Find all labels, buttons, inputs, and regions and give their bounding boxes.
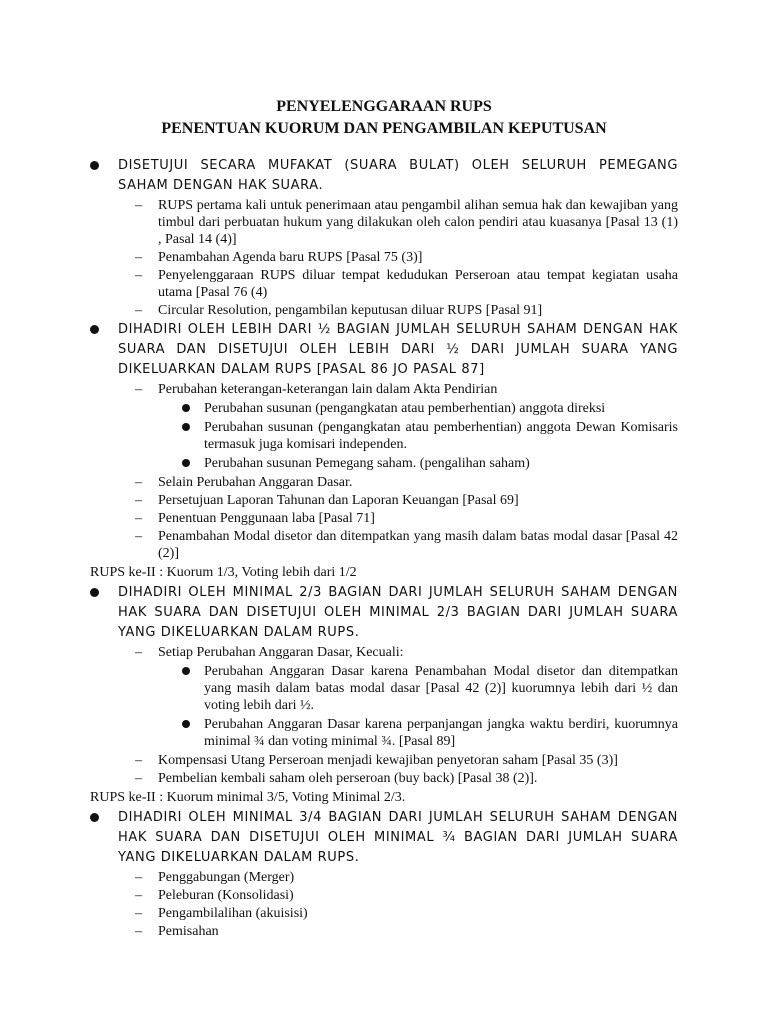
list-item: – Penyelenggaraan RUPS diluar tempat kedudukan Perseroan atau tempat kegiatan usaha utama [Pasal 76 (4) bbox=[135, 268, 678, 300]
section-two-thirds-quorum bbox=[90, 583, 678, 807]
section-half-quorum bbox=[90, 320, 678, 582]
dash-icon: – bbox=[135, 924, 142, 939]
sub-list-item: Perubahan susunan (pengangkatan atau pemberhentian) anggota Dewan Komisaris termasuk juga komisari independen. bbox=[90, 419, 678, 453]
dash-icon: – bbox=[135, 906, 142, 921]
list-item: – Pengambilalihan (akuisisi) bbox=[135, 906, 308, 921]
bullet-icon bbox=[182, 404, 190, 412]
section-unanimous bbox=[90, 156, 678, 319]
title-block bbox=[0, 96, 768, 140]
dash-icon: – bbox=[135, 303, 142, 318]
dash-icon: – bbox=[135, 382, 142, 397]
bullet-icon bbox=[90, 325, 99, 334]
bullet-icon bbox=[182, 720, 190, 728]
section-three-quarters-quorum bbox=[90, 808, 678, 940]
list-item: – Penambahan Modal disetor dan ditempatkan yang masih dalam batas modal dasar [Pasal 42 (2)] bbox=[135, 529, 678, 561]
sub-list-item: Perubahan susunan Pemegang saham. (pengalihan saham) bbox=[90, 455, 678, 472]
bullet-icon bbox=[182, 667, 190, 675]
dash-icon: – bbox=[135, 268, 142, 283]
dash-icon: – bbox=[135, 645, 142, 660]
section-heading: DIHADIRI OLEH MINIMAL 3/4 BAGIAN DARI JUMLAH SELURUH SAHAM DENGAN HAK SUARA DAN DISETUJUI OLEH MINIMAL ¾ BAGIAN DARI JUMLAH SUARA YANG DIKELUARKAN DALAM RUPS. bbox=[90, 808, 678, 868]
dash-icon: – bbox=[135, 475, 142, 490]
sub-list-item: Perubahan Anggaran Dasar karena Penambahan Modal disetor dan ditempatkan yang masih dalam batas modal dasar [Pasal 42 (2)] kuorumnya lebih dari ½ dan voting lebih dari ½. bbox=[90, 663, 678, 714]
second-rups-note: RUPS ke-II : Kuorum 1/3, Voting lebih dari 1/2 bbox=[90, 565, 357, 580]
document-subtitle: PENENTUAN KUORUM DAN PENGAMBILAN KEPUTUSAN bbox=[161, 120, 607, 137]
bullet-icon bbox=[90, 588, 99, 597]
section-heading: DISETUJUI SECARA MUFAKAT (SUARA BULAT) OLEH SELURUH PEMEGANG SAHAM DENGAN HAK SUARA. bbox=[90, 156, 678, 196]
list-item: – Selain Perubahan Anggaran Dasar. bbox=[135, 475, 353, 490]
list-item: – Setiap Perubahan Anggaran Dasar, Kecuali: bbox=[135, 645, 404, 660]
dash-icon: – bbox=[135, 511, 142, 526]
list-item: – Pemisahan bbox=[135, 924, 219, 939]
dash-icon: – bbox=[135, 529, 142, 544]
dash-icon: – bbox=[135, 771, 142, 786]
list-item: – Persetujuan Laporan Tahunan dan Laporan Keuangan [Pasal 69] bbox=[135, 493, 519, 508]
section-heading: DIHADIRI OLEH MINIMAL 2/3 BAGIAN DARI JUMLAH SELURUH SAHAM DENGAN HAK SUARA DAN DISETUJUI OLEH MINIMAL 2/3 BAGIAN DARI JUMLAH SUARA YANG DIKELUARKAN DALAM RUPS. bbox=[90, 583, 678, 643]
document-body bbox=[90, 156, 678, 941]
list-item: – Penggabungan (Merger) bbox=[135, 870, 295, 885]
bullet-icon bbox=[182, 423, 190, 431]
list-item: – Circular Resolution, pengambilan keputusan diluar RUPS [Pasal 91] bbox=[135, 303, 543, 318]
list-item: – Kompensasi Utang Perseroan menjadi kewajiban penyetoran saham [Pasal 35 (3)] bbox=[135, 753, 618, 768]
section-heading: DIHADIRI OLEH LEBIH DARI ½ BAGIAN JUMLAH SELURUH SAHAM DENGAN HAK SUARA DAN DISETUJUI OLEH LEBIH DARI ½ DARI JUMLAH SUARA YANG DIKELUARKAN DALAM RUPS [PASAL 86 JO PASAL 87] bbox=[90, 320, 678, 380]
second-rups-note: RUPS ke-II : Kuorum minimal 3/5, Voting Minimal 2/3. bbox=[90, 790, 406, 805]
list-item: – Pembelian kembali saham oleh perseroan (buy back) [Pasal 38 (2)]. bbox=[135, 771, 538, 786]
list-item: – Peleburan (Konsolidasi) bbox=[135, 888, 294, 903]
list-item: – RUPS pertama kali untuk penerimaan atau pengambil alihan semua hak dan kewajiban yang timbul dari perbuatan hukum yang dilakukan oleh calon pendiri atau kuasanya [Pasal 13 (1) , Pasal 14 (4)] bbox=[135, 198, 678, 247]
bullet-icon bbox=[182, 459, 190, 467]
list-item: – Perubahan keterangan-keterangan lain dalam Akta Pendirian bbox=[135, 382, 498, 397]
dash-icon: – bbox=[135, 250, 142, 265]
dash-icon: – bbox=[135, 753, 142, 768]
dash-icon: – bbox=[135, 888, 142, 903]
list-item: – Penambahan Agenda baru RUPS [Pasal 75 (3)] bbox=[135, 250, 423, 265]
bullet-icon bbox=[90, 813, 99, 822]
dash-icon: – bbox=[135, 870, 142, 885]
dash-icon: – bbox=[135, 493, 142, 508]
bullet-icon bbox=[90, 161, 99, 170]
sub-list-item: Perubahan Anggaran Dasar karena perpanjangan jangka waktu berdiri, kuorumnya minimal ¾ dan voting minimal ¾. [Pasal 89] bbox=[90, 716, 678, 750]
document-title: PENYELENGGARAAN RUPS bbox=[276, 98, 492, 115]
dash-icon: – bbox=[135, 198, 142, 213]
sub-list-item: Perubahan susunan (pengangkatan atau pemberhentian) anggota direksi bbox=[90, 400, 678, 417]
list-item: – Penentuan Penggunaan laba [Pasal 71] bbox=[135, 511, 375, 526]
